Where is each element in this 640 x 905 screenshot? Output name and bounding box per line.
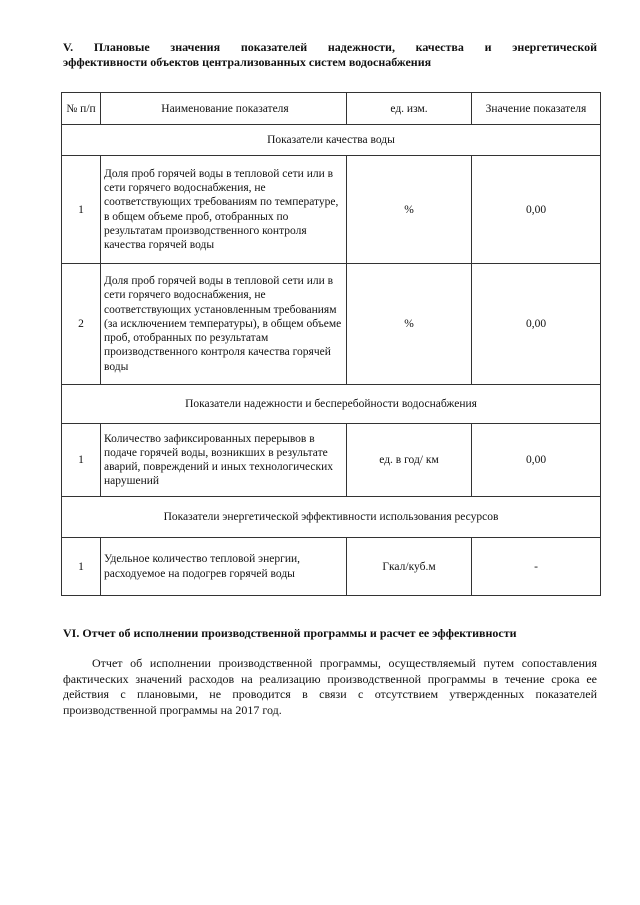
table-row xyxy=(62,538,601,596)
table-header-row xyxy=(62,93,601,125)
table-row xyxy=(62,424,601,497)
row-no: 1 xyxy=(62,424,101,497)
row-name: Удельное количество тепловой энергии, расходуемое на подогрев горячей воды xyxy=(101,538,347,596)
row-no: 1 xyxy=(62,538,101,596)
section-5-title-line-1: V. Плановые значения показателей надежности, качества и энергетической xyxy=(63,40,597,54)
row-name: Доля проб горячей воды в тепловой сети или в сети горячего водоснабжения, не соответствующих требованиям по температуре, в общем объеме проб, отобранных по результатам производственного контроля качества горячей воды xyxy=(101,156,347,264)
section-row-reliability xyxy=(62,385,601,424)
row-unit: ед. в год/ км xyxy=(347,424,472,497)
section-title: Показатели энергетической эффективности использования ресурсов xyxy=(62,497,601,538)
header-name: Наименование показателя xyxy=(101,93,347,125)
indicators-table xyxy=(61,92,601,596)
section-5-title xyxy=(63,40,597,70)
table-row xyxy=(62,264,601,385)
section-title: Показатели надежности и бесперебойности водоснабжения xyxy=(62,385,601,424)
section-5-title-line-2: эффективности объектов централизованных систем водоснабжения xyxy=(63,55,432,69)
row-value: 0,00 xyxy=(472,156,601,264)
header-no: № п/п xyxy=(62,93,101,125)
row-unit: % xyxy=(347,156,472,264)
table-row xyxy=(62,156,601,264)
section-row-energy xyxy=(62,497,601,538)
row-unit: % xyxy=(347,264,472,385)
row-name: Доля проб горячей воды в тепловой сети или в сети горячего водоснабжения, не соответствующих установленным требованиям (за исключением температуры), в общем объеме проб, отобранных по результатам производственного контроля качества горячей воды xyxy=(101,264,347,385)
row-value: - xyxy=(472,538,601,596)
section-6-paragraph: Отчет об исполнении производственной программы, осуществляемый путем сопоставления фактических значений расходов на реализацию производственной программы в течение срока ее действия с плановыми, не проводится в связи с отсутствием утвержденных показателей производственной программы на 2017 год. xyxy=(63,656,597,717)
row-value: 0,00 xyxy=(472,264,601,385)
section-6-title: VI. Отчет об исполнении производственной программы и расчет ее эффективности xyxy=(63,626,517,640)
row-no: 1 xyxy=(62,156,101,264)
row-name: Количество зафиксированных перерывов в подаче горячей воды, возникших в результате аварий, повреждений и иных технологических нарушений xyxy=(101,424,347,497)
header-unit: ед. изм. xyxy=(347,93,472,125)
row-value: 0,00 xyxy=(472,424,601,497)
section-row-quality xyxy=(62,125,601,156)
row-no: 2 xyxy=(62,264,101,385)
header-value: Значение показателя xyxy=(472,93,601,125)
row-unit: Гкал/куб.м xyxy=(347,538,472,596)
section-title: Показатели качества воды xyxy=(62,125,601,156)
